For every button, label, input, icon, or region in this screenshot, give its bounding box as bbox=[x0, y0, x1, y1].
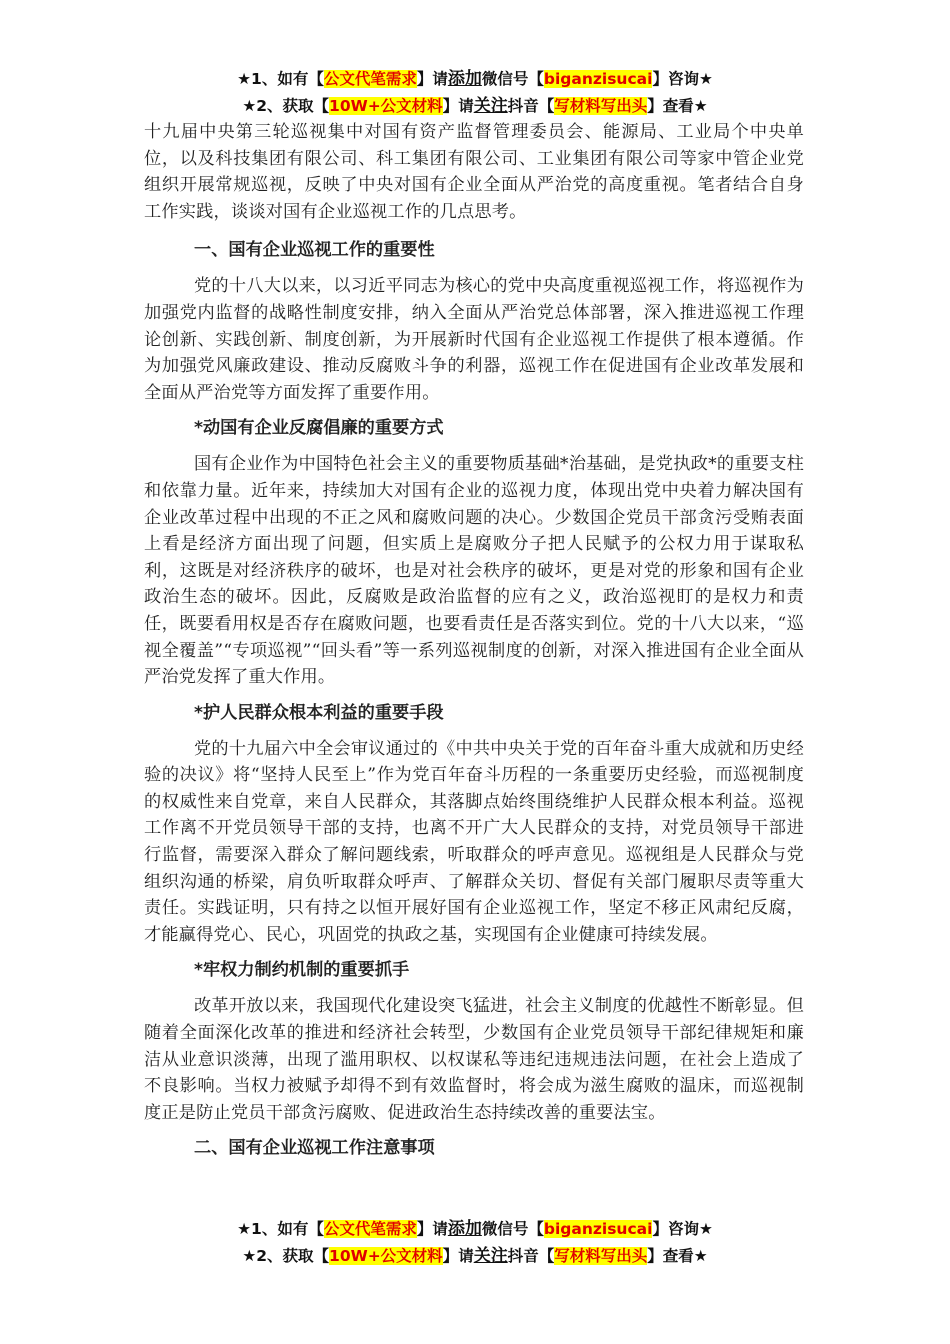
subsection-3-paragraph: 改革开放以来，我国现代化建设突飞猛进，社会主义制度的优越性不断彰显。但随着全面深化改革的推进和经济社会转型，少数国有企业党员领导干部纪律规矩和廉洁从业意识淡薄，出现了滥用职权、以权谋私等违纪违规违法问题，在社会上造成了不良影响。当权力被赋予却得不到有效监督时，将会成为滋生腐败的温床，而巡视制度正是防止党员干部贪污腐败、促进政治生态持续改善的重要法宝。 bbox=[144, 996, 804, 1123]
intro-paragraph: 十九届中央第三轮巡视集中对国有资产监督管理委员会、能源局、工业局个中央单位，以及科技集团有限公司、科工集团有限公司、工业集团有限公司等家中管企业党组织开展常规巡视，反映了中央对国有企业全面从严治党的高度重视。笔者结合自身工作实践，谈谈对国有企业巡视工作的几点思考。 bbox=[144, 122, 804, 222]
promo-line-1: ★1、如有【公文代笔需求】请添加微信号【biganzisucai】咨询★ bbox=[237, 69, 713, 89]
highlight-douyin-id: 写材料写出头 bbox=[554, 97, 648, 115]
highlight-wechat-id: biganzisucai bbox=[543, 70, 653, 88]
promo-line-2: ★2、获取【10W+公文材料】请关注抖音【写材料写出头】查看★ bbox=[242, 96, 708, 116]
promo-line-1: ★1、如有【公文代笔需求】请添加微信号【biganzisucai】咨询★ bbox=[237, 1219, 713, 1239]
highlight-materials: 10W+公文材料 bbox=[329, 97, 443, 115]
section-heading-1: 一、国有企业巡视工作的重要性 bbox=[194, 240, 435, 261]
highlight-wechat-id: biganzisucai bbox=[543, 1220, 653, 1238]
document-body bbox=[144, 119, 804, 1171]
subsection-2-paragraph: 党的十九届六中全会审议通过的《中共中央关于党的百年奋斗重大成就和历史经验的决议》将“坚持人民至上”作为党百年奋斗历程的一条重要历史经验，而巡视制度的权威性来自党章，来自人民群众，其落脚点始终围绕维护人民群众根本利益。巡视工作离不开党员领导干部的支持，也离不开广大人民群众的支持，对党员领导干部进行监督，需要深入群众了解问题线索，听取群众的呼声意见。巡视组是人民群众与党组织沟通的桥梁，肩负听取群众呼声、了解群众关切、督促有关部门履职尽责等重大责任。实践证明，只有持之以恒开展好国有企业巡视工作，坚定不移正风肃纪反腐，才能赢得党心、民心，巩固党的执政之基，实现国有企业健康可持续发展。 bbox=[144, 738, 804, 945]
section-heading-2: 二、国有企业巡视工作注意事项 bbox=[194, 1138, 435, 1159]
highlight-materials: 10W+公文材料 bbox=[329, 1247, 443, 1265]
highlight-service: 公文代笔需求 bbox=[323, 70, 417, 88]
subsection-heading-3: *牢权力制约机制的重要抓手 bbox=[194, 960, 410, 981]
section-1-paragraph: 党的十八大以来，以习近平同志为核心的党中央高度重视巡视工作，将巡视作为加强党内监督的战略性制度安排，纳入全面从严治党总体部署，深入推进巡视工作理论创新、实践创新、制度创新，为开展新时代国有企业巡视工作提供了根本遵循。作为加强党风廉政建设、推动反腐败斗争的利器，巡视工作在促进国有企业改革发展和全面从严治党等方面发挥了重要作用。 bbox=[144, 276, 804, 403]
subsection-heading-1: *动国有企业反腐倡廉的重要方式 bbox=[194, 418, 444, 439]
promo-line-2: ★2、获取【10W+公文材料】请关注抖音【写材料写出头】查看★ bbox=[242, 1246, 708, 1266]
highlight-service: 公文代笔需求 bbox=[323, 1220, 417, 1238]
promo-banner-top bbox=[0, 66, 950, 120]
subsection-heading-2: *护人民群众根本利益的重要手段 bbox=[194, 702, 444, 723]
subsection-1-paragraph: 国有企业作为中国特色社会主义的重要物质基础*治基础，是党执政*的重要支柱和依靠力量。近年来，持续加大对国有企业的巡视力度，体现出党中央着力解决国有企业改革过程中出现的不正之风和腐败问题的决心。少数国企党员干部贪污受贿表面上看是经济方面出现了问题，但实质上是腐败分子把人民赋予的公权力用于谋取私利，这既是对经济秩序的破坏，也是对社会秩序的破坏，更是对党的形象和国有企业政治生态的破坏。因此，反腐败是政治监督的应有之义，政治巡视盯的是权力和责任，既要看用权是否存在腐败问题，也要看责任是否落实到位。党的十八大以来，“巡视全覆盖”“专项巡视”“回头看”等一系列巡视制度的创新，对深入推进国有企业全面从严治党发挥了重大作用。 bbox=[144, 454, 804, 688]
highlight-douyin-id: 写材料写出头 bbox=[554, 1247, 648, 1265]
promo-banner-bottom bbox=[0, 1216, 950, 1270]
